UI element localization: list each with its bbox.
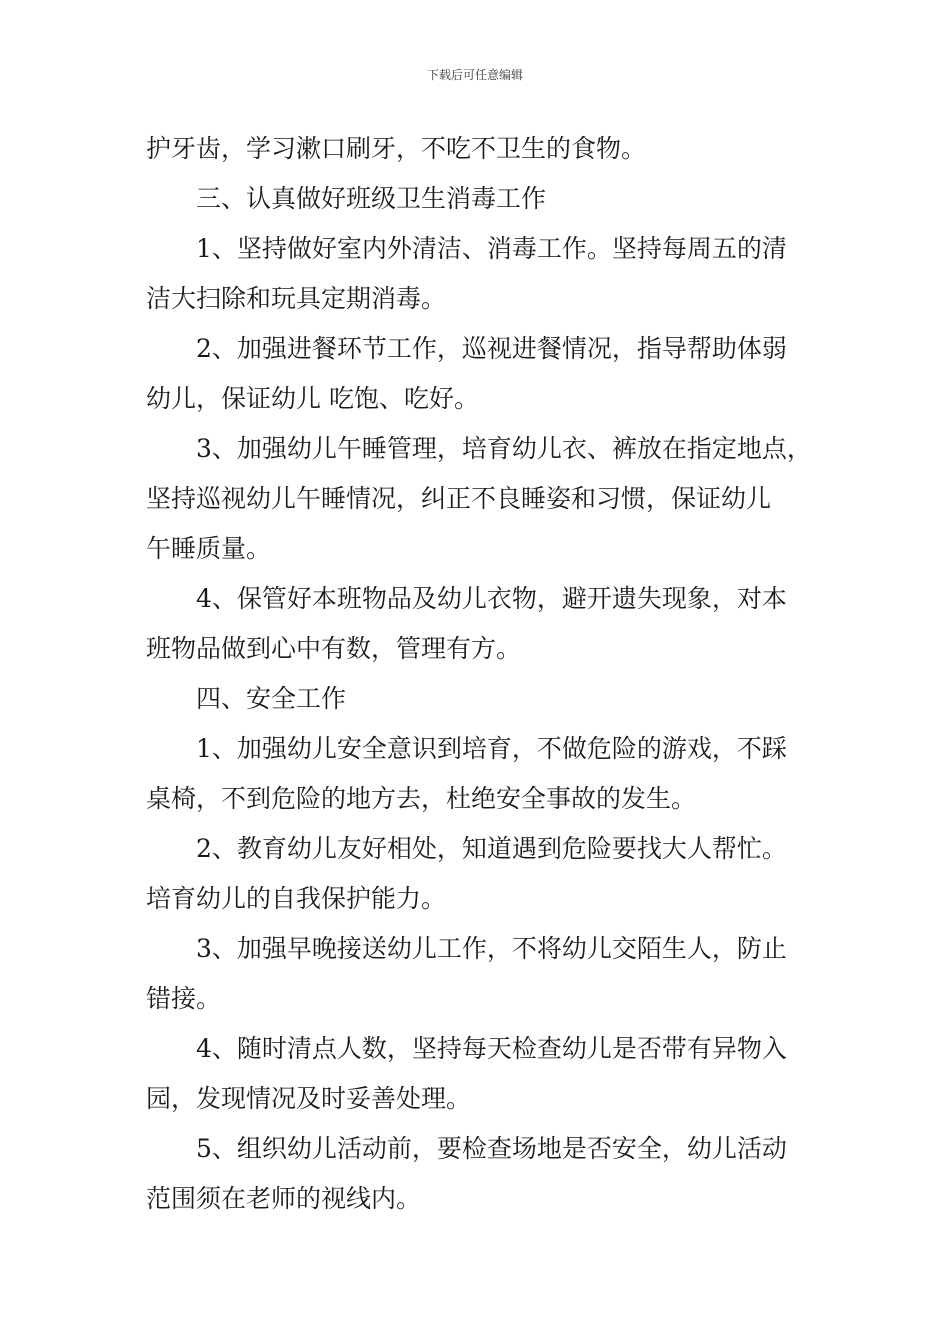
text-line: 园，发现情况及时妥善处理。 [146, 1084, 472, 1113]
text-line: 范围须在老师的视线内。 [146, 1184, 422, 1213]
text-line: 2、教育幼儿友好相处，知道遇到危险要找大人帮忙。 [196, 834, 787, 863]
text-line: 幼儿，保证幼儿 吃饱、吃好。 [146, 384, 479, 413]
text-line: 4、保管好本班物品及幼儿衣物，避开遗失现象，对本 [196, 584, 787, 613]
text-line: 3、加强幼儿午睡管理，培育幼儿衣、裤放在指定地点， [196, 434, 812, 463]
text-line: 午睡质量。 [146, 534, 272, 563]
section-heading: 四、安全工作 [196, 684, 347, 713]
text-line: 3、加强早晚接送幼儿工作，不将幼儿交陌生人，防止 [196, 934, 787, 963]
text-line: 培育幼儿的自我保护能力。 [146, 884, 447, 913]
section-heading: 三、认真做好班级卫生消毒工作 [196, 184, 547, 213]
page-header: 下载后可任意编辑 [426, 68, 523, 82]
text-line: 1、加强幼儿安全意识到培育，不做危险的游戏，不踩 [196, 734, 787, 763]
text-line: 洁大扫除和玩具定期消毒。 [146, 284, 447, 313]
text-line: 护牙齿，学习漱口刷牙，不吃不卫生的食物。 [146, 134, 647, 163]
text-line: 坚持巡视幼儿午睡情况，纠正不良睡姿和习惯，保证幼儿 [146, 484, 772, 513]
text-line: 1、坚持做好室内外清洁、消毒工作。坚持每周五的清 [196, 234, 787, 263]
document-body [146, 124, 826, 1224]
text-line: 错接。 [146, 984, 222, 1013]
text-line: 2、加强进餐环节工作，巡视进餐情况，指导帮助体弱 [196, 334, 787, 363]
text-line: 班物品做到心中有数，管理有方。 [146, 634, 522, 663]
text-line: 桌椅，不到危险的地方去，杜绝安全事故的发生。 [146, 784, 697, 813]
text-line: 4、随时清点人数，坚持每天检查幼儿是否带有异物入 [196, 1034, 787, 1063]
text-line: 5、组织幼儿活动前，要检查场地是否安全，幼儿活动 [196, 1134, 787, 1163]
